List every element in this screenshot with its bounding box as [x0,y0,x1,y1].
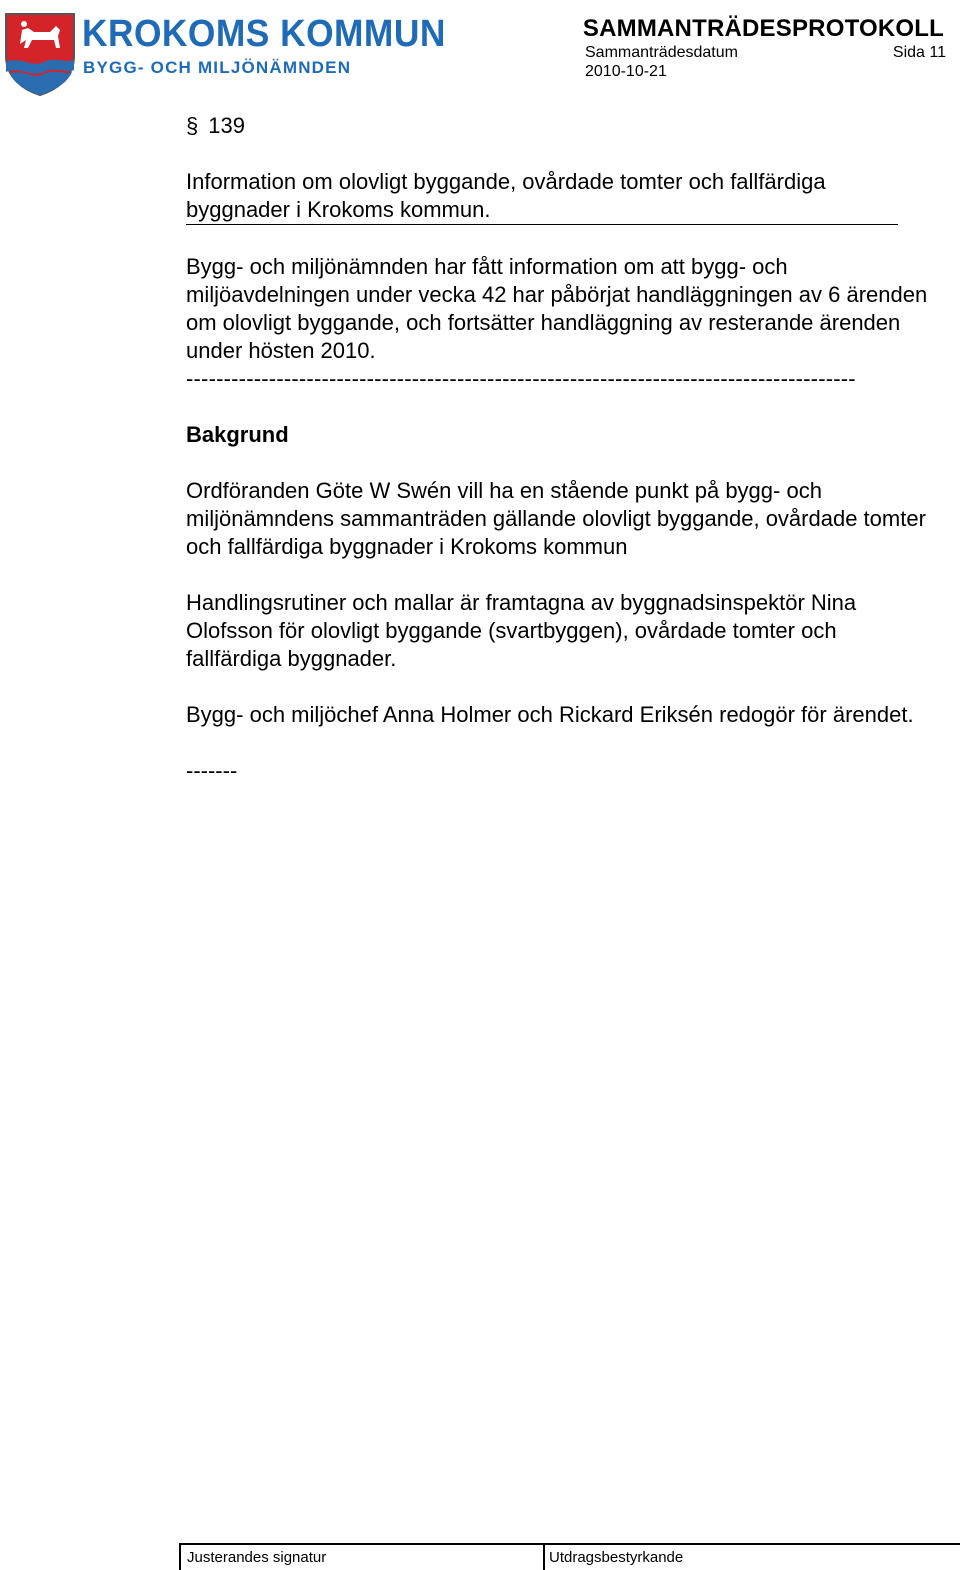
crest-icon [4,10,76,96]
section-heading: Bakgrund [186,422,289,447]
municipality-logo [4,8,444,96]
separator-line: ----------------------------------------------------------------------------------------- [186,366,856,391]
section-number: 139 [208,113,245,138]
logo-board: BYGG- OCH MILJÖNÄMNDEN [83,58,352,77]
intro-paragraph: Bygg- och miljönämnden har fått information om att bygg- och miljöavdelningen under vecka 42 har påbörjat handläggningen av 6 ärenden om olovligt byggande, och fortsätter handläggning av resterande ärenden under hösten 2010. [186,254,928,363]
body-paragraph: Ordföranden Göte W Swén vill ha en stående punkt på bygg- och miljönämndens sammanträden gällande olovligt byggande, ovårdade tomter och fallfärdiga byggnader i Krokoms kommun [186,478,926,559]
footer-divider [543,1545,545,1570]
meeting-date: 2010-10-21 [585,63,667,80]
paragraph-number [186,112,931,140]
excerpt-label: Utdragsbestyrkande [549,1549,684,1566]
protocol-body [186,112,931,785]
body-paragraph: Bygg- och miljöchef Anna Holmer och Rickard Eriksén redogör för ärendet. [186,702,914,727]
page-number: Sida 11 [892,44,946,61]
logo-name: KROKOMS KOMMUN [82,13,446,55]
section-title: Information om olovligt byggande, ovårdade tomter och fallfärdiga byggnader i Krokoms kommun. [186,168,898,225]
document-title: SAMMANTRÄDESPROTOKOLL [582,15,944,42]
signature-footer [179,1543,960,1570]
body-paragraph: Handlingsrutiner och mallar är framtagna av byggnadsinspektör Nina Olofsson för olovligt byggande (svartbyggen), ovårdade tomter och fallfärdiga byggnader. [186,590,857,671]
end-marker: ------- [186,758,238,783]
section-sign: § [186,113,199,138]
meeting-date-label: Sammanträdesdatum [585,44,738,61]
signature-label: Justerandes signatur [187,1549,327,1566]
